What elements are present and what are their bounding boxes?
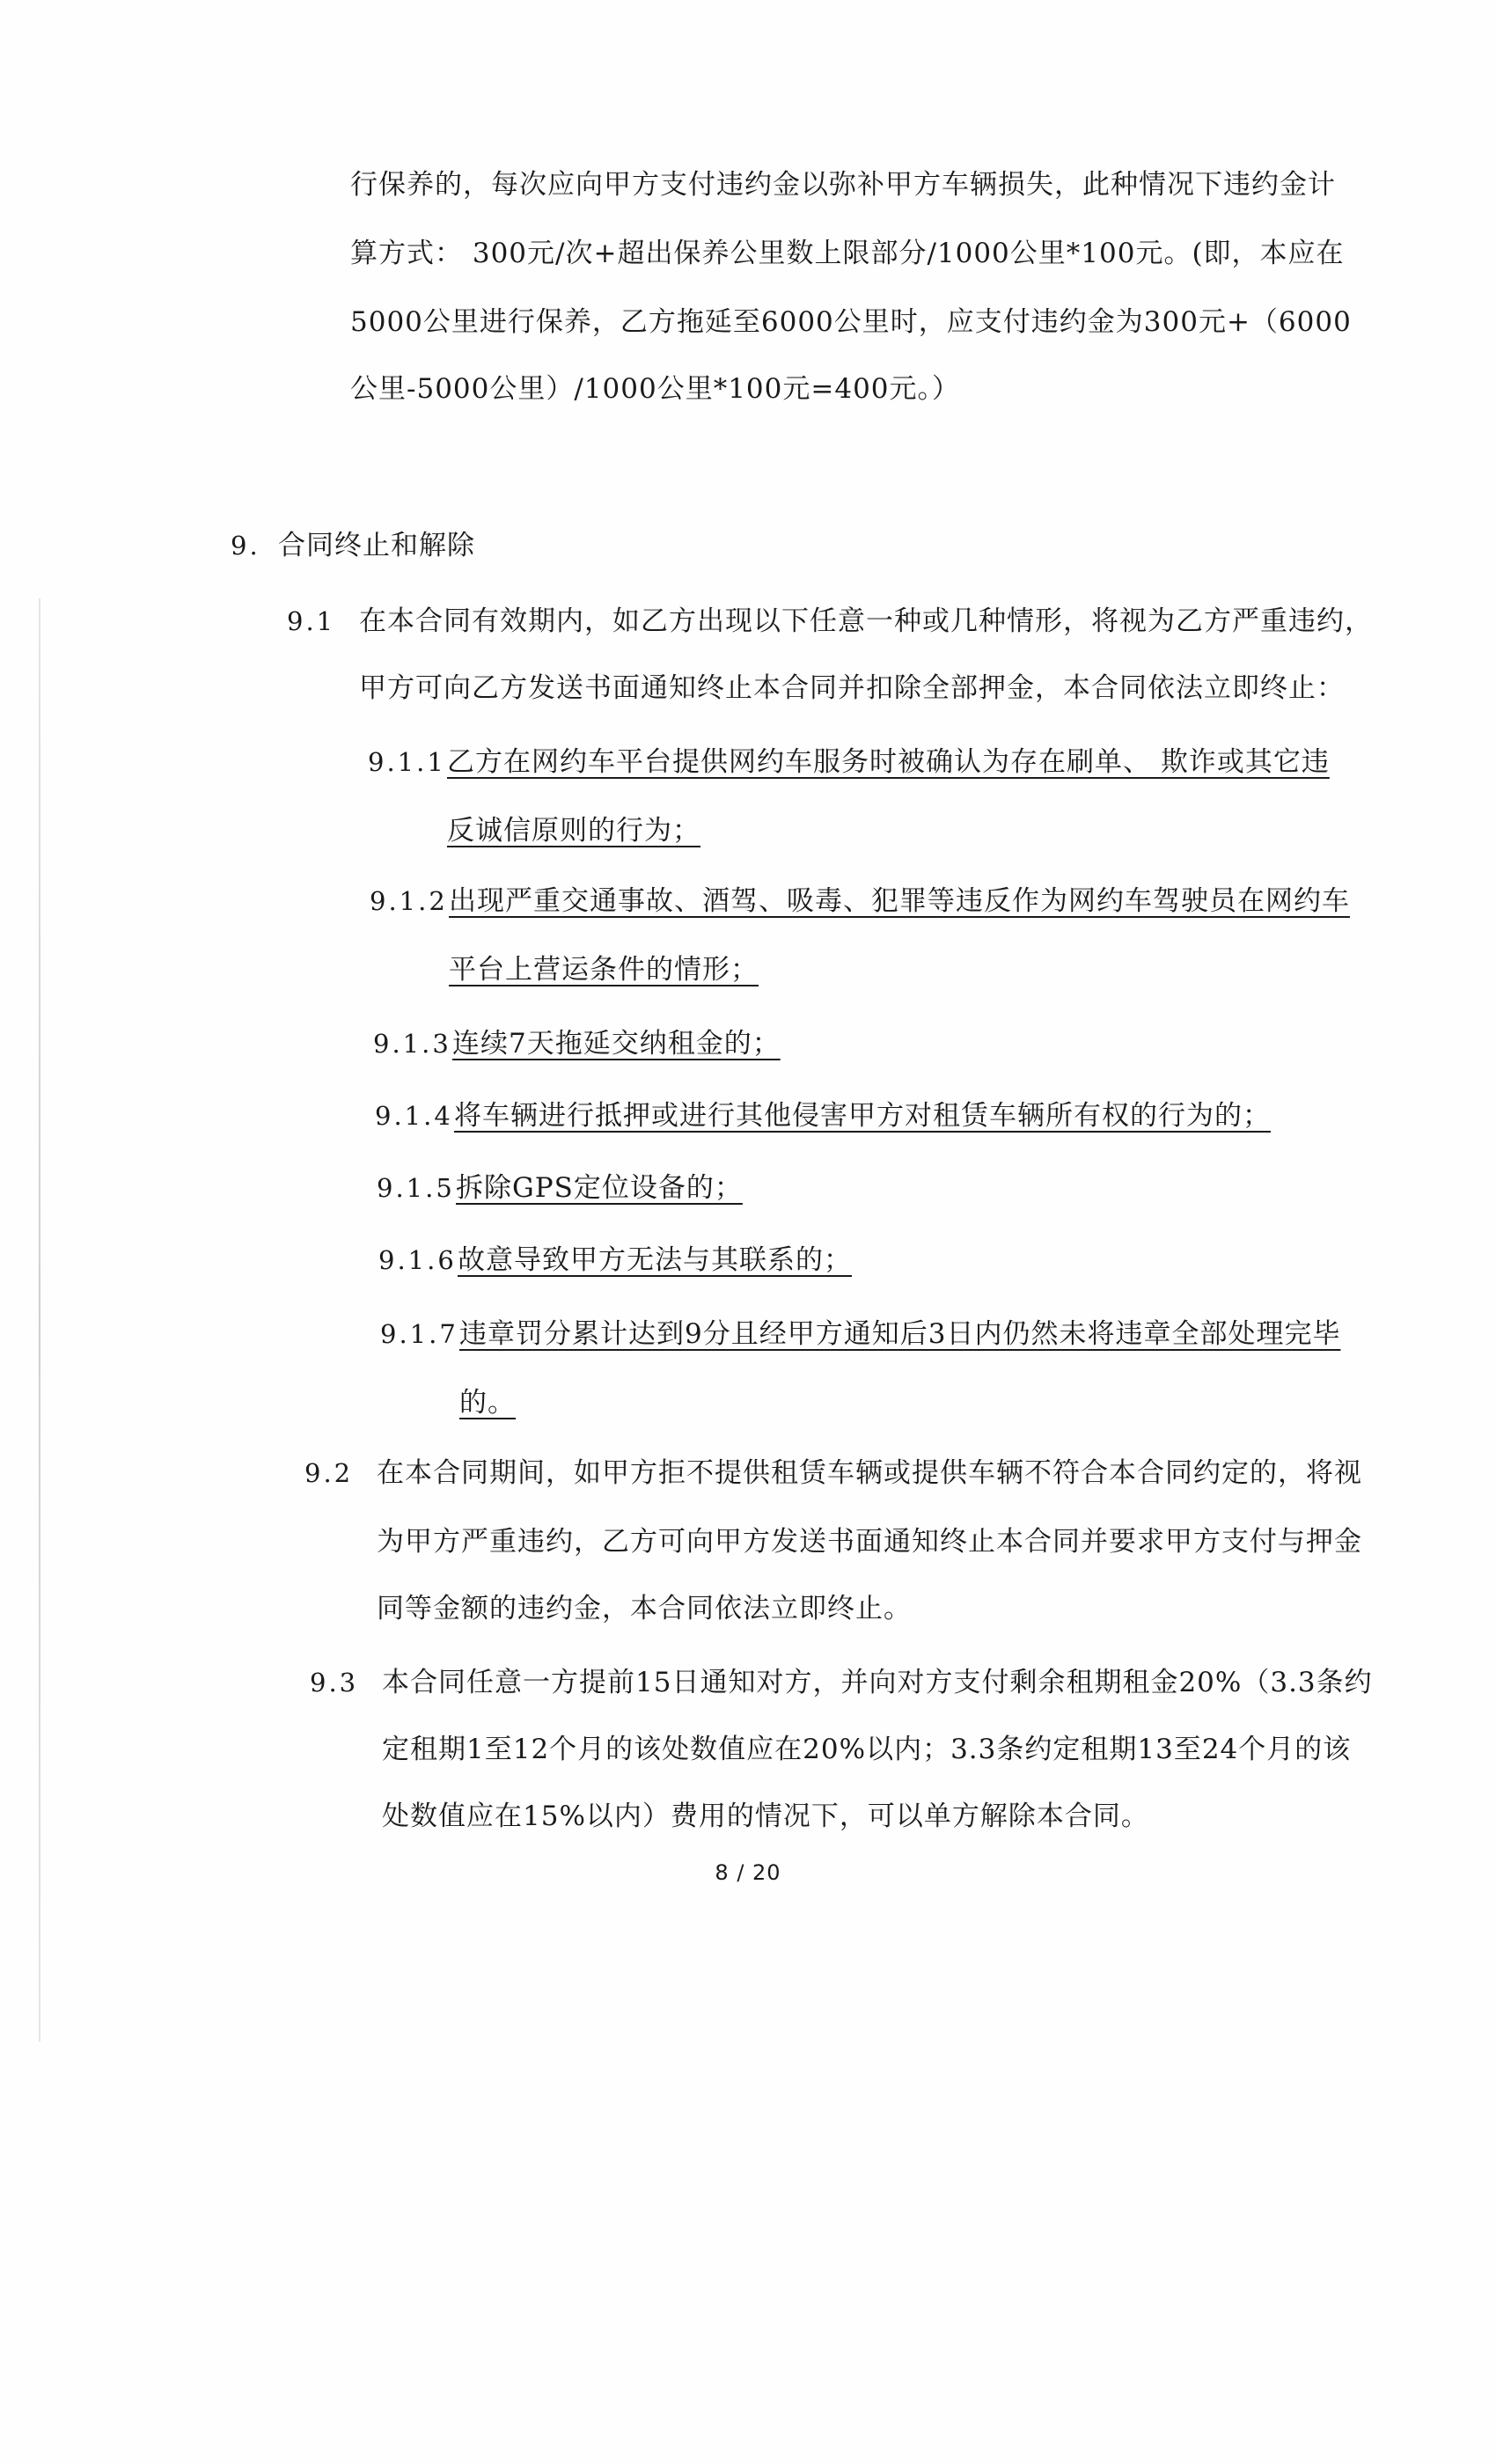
item-9-1-2-line-1: 出现严重交通事故、酒驾、吸毒、犯罪等违反作为网约车驾驶员在网约车: [449, 885, 1350, 917]
clause-9-1-number: 9.1: [287, 606, 336, 636]
top-paragraph-line-2: 算方式： 300元/次+超出保养公里数上限部分/1000公里*100元。(即，本应在: [350, 238, 1345, 269]
item-9-1-5-line-1: 拆除GPS定位设备的；: [456, 1172, 743, 1204]
clause-9-3-line-2: 定租期1至12个月的该处数值应在20%以内；3.3条约定租期13至24个月的该: [382, 1734, 1352, 1765]
item-9-1-7-line-1: 违章罚分累计达到9分且经甲方通知后3日内仍然未将违章全部处理完毕: [459, 1318, 1341, 1350]
top-paragraph-line-3: 5000公里进行保养，乙方拖延至6000公里时，应支付违约金为300元+（6000: [350, 306, 1352, 338]
section-9-number: 9.: [231, 531, 260, 561]
clause-9-2-line-3: 同等金额的违约金，本合同依法立即终止。: [377, 1593, 912, 1624]
clause-9-1-line-2: 甲方可向乙方发送书面通知终止本合同并扣除全部押金，本合同依法立即终止：: [359, 672, 1345, 704]
item-9-1-6-line-1: 故意导致甲方无法与其联系的；: [458, 1244, 852, 1276]
item-9-1-6-number: 9.1.6: [378, 1245, 457, 1275]
top-paragraph-line-4: 公里-5000公里）/1000公里*100元=400元。）: [350, 373, 961, 405]
item-9-1-1-number: 9.1.1: [368, 747, 446, 777]
item-9-1-3-number: 9.1.3: [373, 1029, 451, 1059]
page-number: 8 / 20: [715, 1860, 781, 1885]
clause-9-3-number: 9.3: [310, 1668, 359, 1698]
item-9-1-4-line-1: 将车辆进行抵押或进行其他侵害甲方对租赁车辆所有权的行为的；: [454, 1100, 1271, 1132]
scan-edge-shadow: [39, 598, 40, 2042]
item-9-1-3-line-1: 连续7天拖延交纳租金的；: [452, 1028, 781, 1060]
clause-9-2-line-2: 为甲方严重违约，乙方可向甲方发送书面通知终止本合同并要求甲方支付与押金: [377, 1526, 1362, 1558]
section-9-title: 合同终止和解除: [278, 530, 475, 561]
item-9-1-1-line-2: 反诚信原则的行为；: [447, 815, 700, 847]
clause-9-2-line-1: 在本合同期间，如甲方拒不提供租赁车辆或提供车辆不符合本合同约定的，将视: [377, 1457, 1362, 1489]
clause-9-3-line-3: 处数值应在15%以内）费用的情况下，可以单方解除本合同。: [382, 1800, 1149, 1832]
clause-9-1-line-1: 在本合同有效期内，如乙方出现以下任意一种或几种情形，将视为乙方严重违约，: [359, 605, 1373, 637]
item-9-1-1-line-1: 乙方在网约车平台提供网约车服务时被确认为存在刷单、 欺诈或其它违: [447, 746, 1330, 778]
item-9-1-4-number: 9.1.4: [375, 1101, 453, 1131]
item-9-1-5-number: 9.1.5: [377, 1173, 455, 1203]
item-9-1-7-line-2: 的。: [459, 1387, 516, 1419]
item-9-1-2-number: 9.1.2: [370, 886, 448, 916]
clause-9-2-number: 9.2: [304, 1458, 354, 1488]
item-9-1-7-number: 9.1.7: [380, 1319, 458, 1349]
item-9-1-2-line-2: 平台上营运条件的情形；: [449, 954, 759, 986]
clause-9-3-line-1: 本合同任意一方提前15日通知对方，并向对方支付剩余租期租金20%（3.3条约: [382, 1667, 1373, 1698]
top-paragraph-line-1: 行保养的，每次应向甲方支付违约金以弥补甲方车辆损失，此种情况下违约金计: [350, 169, 1336, 201]
